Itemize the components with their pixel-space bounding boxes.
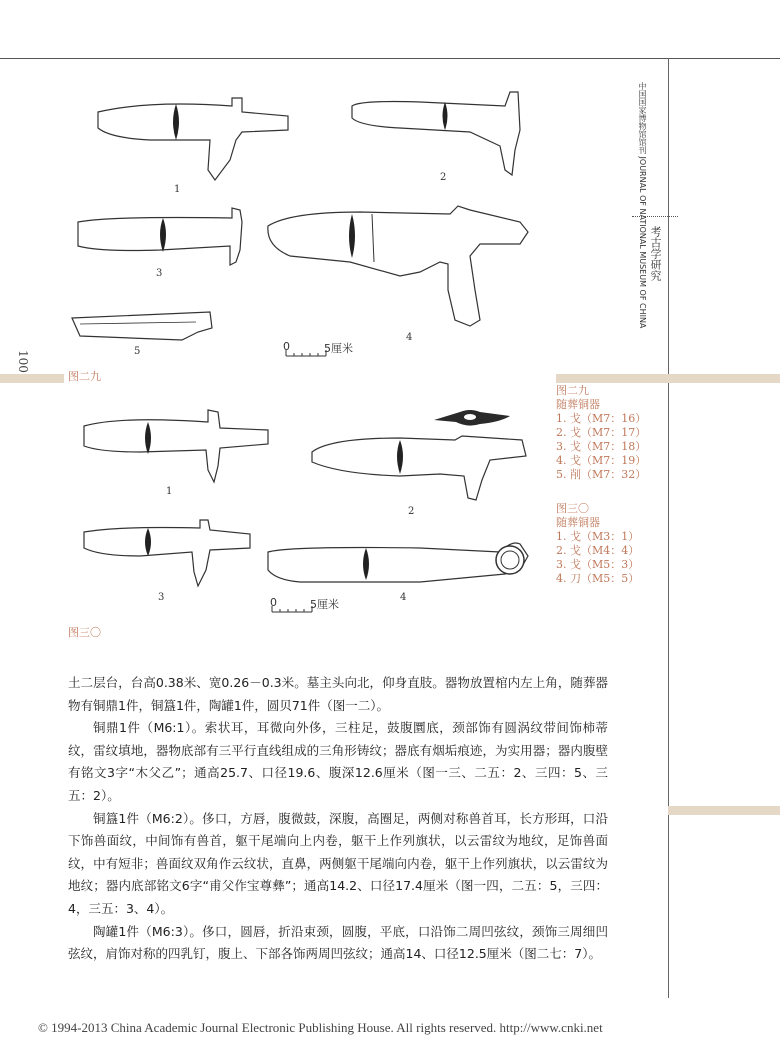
fig29-num-3: 3 (156, 268, 163, 279)
fig29-caption-item: 3. 戈（M7：18） (556, 440, 647, 453)
fig29-dagger-axe-3 (78, 208, 242, 265)
body-paragraph-4: 陶罐1件（M6:3）。侈口，圆唇，折沿束颈，圆腹，平底，口沿饰二周凹弦纹，颈饰三周细凹弦纹，肩饰对称的四乳钉，腹上、下部各饰两周凹弦纹；通高14、口径12.5厘米（图二七：7）。 (68, 923, 608, 962)
fig30-num-2: 2 (408, 506, 415, 517)
fig29-caption-item: 1. 戈（M7：16） (556, 412, 647, 425)
body-paragraph-1: 土二层台，台高0.38米、宽0.26－0.3米。墓主头向北，仰身直肢。器物放置棺内左上角，随葬器物有铜鼎1件，铜簋1件，陶罐1件，圆贝71件（图一二）。 (68, 675, 608, 713)
article-body (68, 672, 608, 966)
fig29-knife-5 (72, 312, 212, 340)
fig29-num-1: 1 (174, 184, 181, 195)
section-label: 考古学研究 (649, 226, 662, 281)
fig29-num-4: 4 (406, 332, 413, 343)
fig29-caption-subtitle: 随葬铜器 (556, 398, 600, 411)
lower-right-color-band (668, 806, 780, 815)
fig30-dagger-axe-3 (84, 520, 250, 586)
fig29-num-2: 2 (440, 172, 447, 183)
fig30-caption (556, 502, 639, 586)
fig30-num-1: 1 (166, 486, 173, 497)
page-number: 100 (16, 350, 30, 373)
fig29-caption (556, 384, 646, 482)
fig30-caption-item: 1. 戈（M3：1） (556, 530, 640, 543)
fig29-dagger-axe-4 (268, 206, 528, 326)
fig29-scale-bar (286, 350, 326, 356)
fig30-scale-zero: 0 (270, 596, 277, 609)
journal-name: 中国国家博物馆馆刊 JOURNAL OF NATIONAL MUSEUM OF CHINA (638, 82, 647, 329)
fig30-caption-subtitle: 随葬铜器 (556, 516, 600, 529)
fig29-caption-item: 4. 戈（M7：19） (556, 454, 647, 467)
fig30-scale-bar (272, 606, 312, 612)
fig30-caption-item: 2. 戈（M4：4） (556, 544, 640, 557)
fig30-scale-label: 5厘米 (310, 598, 339, 611)
fig29-caption-item: 2. 戈（M7：17） (556, 426, 647, 439)
fig29-dagger-axe-1 (98, 98, 288, 180)
fig30-label: 图三〇 (68, 626, 101, 639)
fig30-dagger-axe-1 (84, 410, 268, 482)
fig30-caption-item: 4. 刀（M5：5） (556, 572, 640, 585)
fig29-caption-title: 图二九 (556, 384, 589, 397)
fig29-caption-item: 5. 削（M7：32） (556, 468, 647, 481)
fig29-dagger-axe-2 (352, 92, 520, 175)
fig30-num-4: 4 (400, 592, 407, 603)
fig30-dagger-axe-2 (312, 410, 526, 500)
fig30-caption-title: 图三〇 (556, 502, 589, 515)
fig29-scale-label: 5厘米 (324, 342, 353, 355)
body-paragraph-2: 铜鼎1件（M6:1）。索状耳，耳微向外侈，三柱足，鼓腹圜底，颈部饰有圆涡纹带间饰柿蒂纹，雷纹填地，器物底部有三平行直线组成的三角形铸纹；器底有烟垢痕迹，为实用器；器内腹壁有铭文3字“木父乙”；通高25.7、口径19.6、腹深12.6厘米（图一三、二五：2、三四：5、三五：2）。 (68, 720, 608, 803)
copyright-footer: © 1994-2013 China Academic Journal Electronic Publishing House. All rights reserved. http://www.cnki.net (38, 1020, 603, 1035)
fig30-caption-item: 3. 戈（M5：3） (556, 558, 640, 571)
fig30-num-3: 3 (158, 592, 165, 603)
fig29-num-5: 5 (134, 346, 141, 357)
fig30-knife-4 (268, 543, 528, 582)
body-paragraph-3: 铜簋1件（M6:2）。侈口，方唇，腹微鼓，深腹，高圈足，两侧对称兽首耳，长方形珥，口沿下饰兽面纹，中间饰有兽首，躯干尾端向上内卷，躯干上作列旗状，以云雷纹为地纹，足饰兽面纹，中有短非；兽面纹双角作云纹状，直鼻，两侧躯干尾端向内卷，躯干上作列旗状，以云雷纹为地纹；器内底部铭文6字“甫父作宝尊彝”；通高14.2、口径17.4厘米（图一四，二五：5，三四：4，三五：3、4）。 (68, 810, 608, 916)
fig29-scale-zero: 0 (283, 340, 290, 353)
fig29-label: 图二九 (68, 370, 101, 383)
